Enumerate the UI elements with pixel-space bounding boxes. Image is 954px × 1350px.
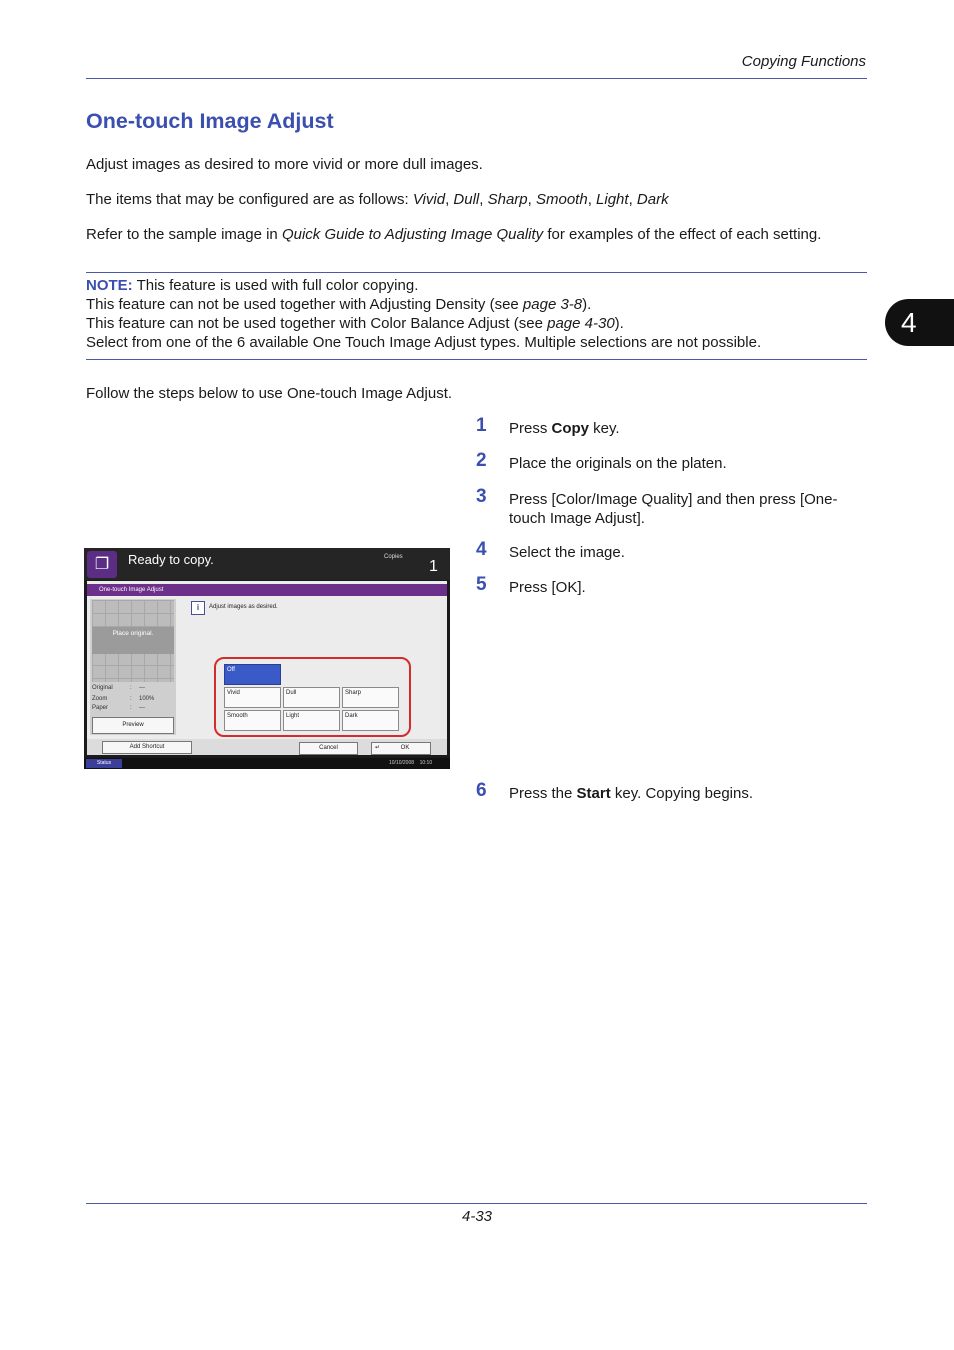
status-tab[interactable]: Status: [86, 759, 122, 768]
intro-paragraph-2: The items that may be configured are as follows: Vivid, Dull, Sharp, Smooth, Light, Dark: [86, 191, 669, 208]
info-zoom: Zoom : 100%: [92, 696, 155, 702]
step-6: 6 Press the Start key. Copying begins.: [476, 780, 754, 802]
cancel-button[interactable]: Cancel: [299, 742, 358, 755]
copies-label: Copies: [384, 554, 403, 560]
page-number: 4-33: [461, 1208, 493, 1225]
step-2: 2 Place the originals on the platen.: [476, 450, 727, 472]
option-off[interactable]: Off: [224, 664, 281, 685]
step-1: 1 Press Copy key.: [476, 415, 620, 437]
option-sharp[interactable]: Sharp: [342, 687, 399, 708]
note-label: NOTE:: [86, 277, 133, 294]
ok-button[interactable]: ↵ OK: [371, 742, 431, 755]
step-5: 5 Press [OK].: [476, 574, 586, 596]
option-vivid[interactable]: Vivid: [224, 687, 281, 708]
follow-text: Follow the steps below to use One-touch Image Adjust.: [86, 385, 453, 402]
page-ref-3-8[interactable]: page 3-8: [522, 296, 583, 313]
add-shortcut-button[interactable]: Add Shortcut: [102, 741, 192, 754]
note-top-rule: [86, 272, 867, 273]
intro-paragraph-3: Refer to the sample image in Quick Guide to Adjusting Image Quality for examples of the effect of each setting.: [86, 226, 822, 243]
place-original-label: Place original.: [92, 627, 174, 654]
enter-icon: ↵: [375, 745, 381, 751]
option-light[interactable]: Light: [283, 710, 340, 731]
device-screen: [84, 548, 450, 769]
chapter-tab: 4: [885, 299, 954, 346]
copies-value: 1: [429, 558, 438, 575]
item-sharp: Sharp: [487, 191, 528, 208]
header-rule: [86, 78, 867, 79]
item-smooth: Smooth: [535, 191, 588, 208]
status-message: Ready to copy.: [128, 552, 214, 567]
item-vivid: Vivid: [412, 191, 446, 208]
note-block: NOTE: This feature is used with full color copying. This feature can not be used together with Adjusting Density (see page 3-8). This feature can not be used together with Color Balance Adjust (see page 4-30). Select from one of the 6 available One Touch Image Adjust types. Multiple selections are not possible.: [86, 277, 762, 351]
intro-paragraph-1: Adjust images as desired to more vivid or more dull images.: [86, 156, 483, 173]
panel-title-bar: One-touch Image Adjust: [87, 584, 447, 596]
running-header: Copying Functions: [741, 53, 866, 70]
datetime: 10/10/2008 10:10: [389, 760, 433, 766]
footer-rule: [86, 1203, 867, 1204]
note-bottom-rule: [86, 359, 867, 360]
option-smooth[interactable]: Smooth: [224, 710, 281, 731]
option-dull[interactable]: Dull: [283, 687, 340, 708]
info-original: Original : ---: [92, 685, 145, 691]
item-dark: Dark: [636, 191, 669, 208]
preview-button[interactable]: Preview: [92, 717, 174, 734]
item-dull: Dull: [453, 191, 480, 208]
step-4: 4 Select the image.: [476, 539, 625, 561]
info-icon: i: [191, 601, 205, 615]
section-heading: One-touch Image Adjust: [86, 109, 334, 133]
info-paper: Paper : ---: [92, 705, 145, 711]
adjust-message: Adjust images as desired.: [209, 604, 278, 610]
option-dark[interactable]: Dark: [342, 710, 399, 731]
item-light: Light: [596, 191, 629, 208]
copy-icon: ❐: [87, 551, 117, 578]
page-ref-4-30[interactable]: page 4-30: [547, 315, 615, 332]
highlight-ring: [214, 657, 411, 737]
step-3: 3 Press [Color/Image Quality] and then press [One-touch Image Adjust].: [476, 486, 838, 527]
